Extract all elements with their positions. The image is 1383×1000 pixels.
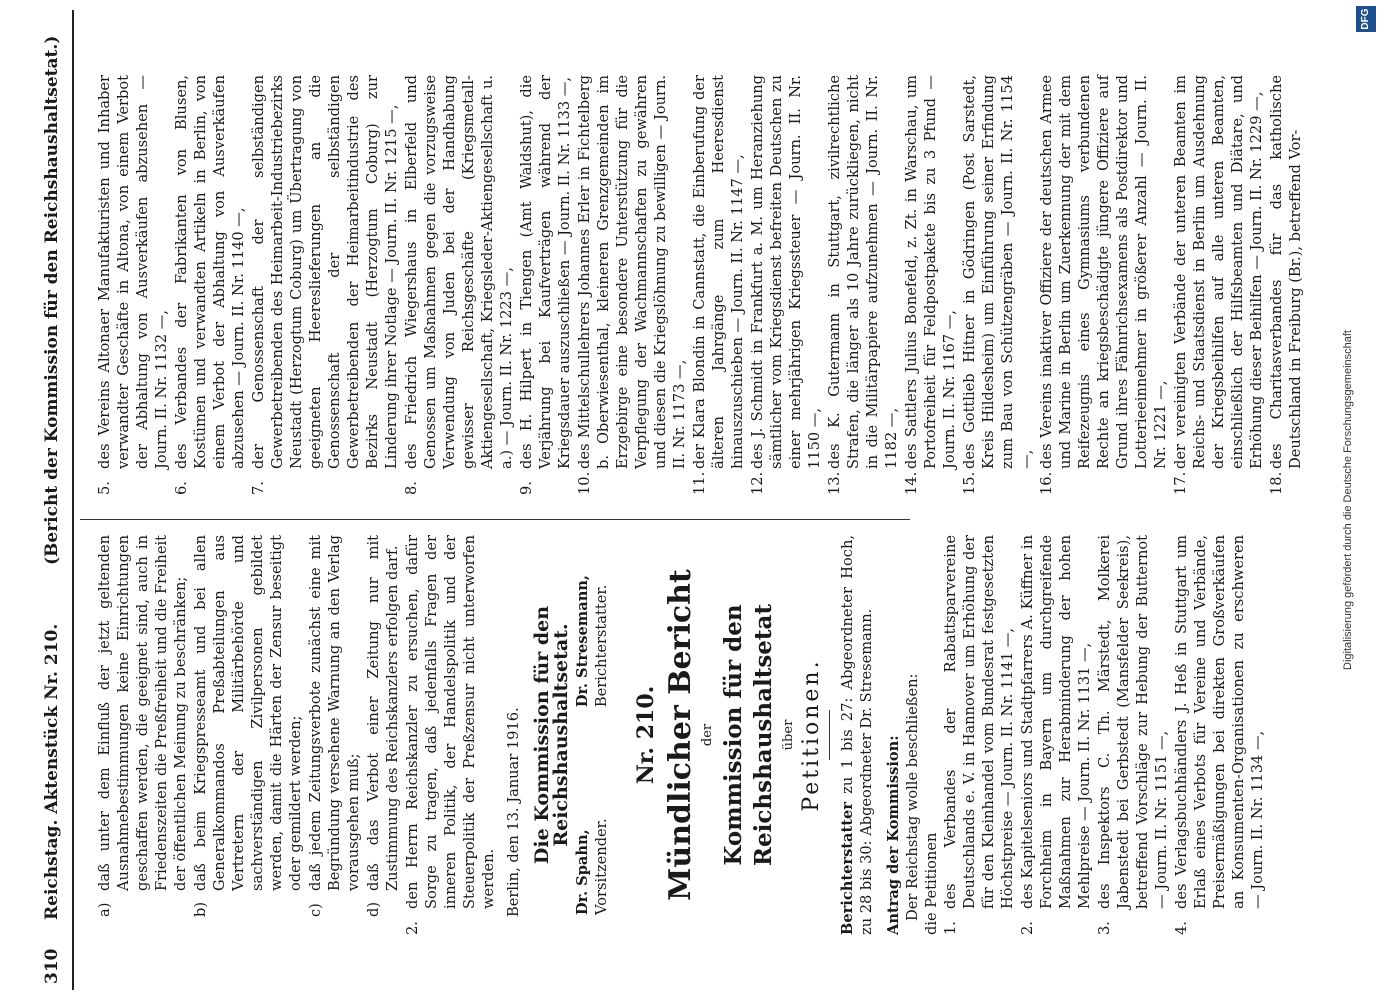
list-item: 7. der Genossenschaft der selbständigen Gewerbetreibenden des Heimarbeit-Industriebezirks Neustadt (Herzogtum Coburg) um Übertragung von geeigneten Heereslieferungen an die Genossenschaft der selbständigen Gewerbetreibenden der Heimarbeitindustrie des Bezirks Neustadt (Herzogtum Coburg) zur Linderung ihrer Notlage — Journ. II. Nr. 1215 —, bbox=[250, 75, 400, 495]
signatures bbox=[573, 535, 611, 935]
list-item: 5. des Vereins Altonaer Manufakturisten und Inhaber verwandter Geschäfte in Altona, von einem Verbot der Abhaltung von Ausverkäufen abzusehen — Journ. II. Nr. 1132 —, bbox=[96, 75, 170, 495]
report-subtitle: Kommission für den Reichshaushaltsetat bbox=[720, 603, 777, 867]
list-item: 17. der vereinigten Verbände der unteren Beamten im Reichs- und Staatsdienst in Berlin um Ausdehnung der Kriegsbeihilfen auf alle unteren Beamten, einschließlich der Hilfsbeamten und Diätare, und Erhöhung dieser Beihilfen — Journ. II. Nr. 1229 —, bbox=[1172, 75, 1265, 495]
right-column bbox=[95, 75, 1306, 495]
date-line: Berlin, den 13. Januar 1916. bbox=[505, 707, 522, 917]
list-item: 13. des K. Gutermann in Stuttgart, zivilrechtliche Strafen, die länger als 10 Jahre zurückliegen, nicht in die Militärpapiere aufzunehmen — Journ. II. Nr. 1182 —, bbox=[826, 75, 900, 495]
list-item: 2. des Kapitelseniors und Stadtpfarrers A. Küffner in Forchheim in Bayern um durchgreifende Maßnahmen zur Herabminderung der hohen Mehlpreise — Journ. II. Nr. 1131 —, bbox=[1019, 535, 1093, 935]
report-title: Mündlicher Bericht bbox=[663, 569, 698, 901]
list-item: 8. des Friedrich Wiegershaus in Elberfeld und Genossen um Maßnahmen gegen die vorzugsweise Verwendung von Juden bei der Handhabung gewisser Reichsgeschäfte (Kriegsmetall-Aktiengesellschaft, Kriegsleder-Aktiengesellschaft u. a.) — Journ. II. Nr. 1223 —, bbox=[403, 75, 515, 495]
digitization-note: Digitalisierung gefördert durch die Deutsche Forschungsgemeinschaft bbox=[1342, 330, 1354, 670]
list-item: 11. der Klara Blondin in Cannstatt, die Einberufung der älteren Jahrgänge zum Heeresdienst hinauszuschieben — Journ. II. Nr. 1147 —, bbox=[691, 75, 746, 495]
list-item: 15. des Gottlieb Hitner in Gödringen (Post Sarstedt, Kreis Hildesheim) um Einführung seiner Erfindung zum Bau von Schützengräben — Journ. II. Nr. 1154 —, bbox=[961, 75, 1035, 495]
commission-title: Die Kommission für den Reichshaushaltsetat. bbox=[531, 605, 572, 865]
list-item: 12. des J. Schmidt in Frankfurt a. M. um Heranziehung sämtlicher vom Kriegsdienst befreiten Deutschen zu einer mehrjährigen Kriegssteuer — Journ. II. Nr. 1150 —, bbox=[749, 75, 823, 495]
antrag-line: die Petitionen bbox=[923, 832, 940, 935]
column-divider bbox=[80, 519, 910, 520]
list-item: 9. des H. Hilpert in Tiengen (Amt Waldshut), die Verjährung bei Kaufverträgen während der Kriegsdauer auszuschließen — Journ. II. Nr. 1133 —, bbox=[518, 75, 573, 495]
signature-chair: Dr. Spahn, Vorsitzender. bbox=[574, 818, 610, 915]
list-item: 10. des Mittelschullehrers Johannes Erler in Fichtelberg b. Oberwiesenthal, kleineren Grenzgemeinden im Erzgebirge eine besondere Unterstützung für die Verpflegung der Wachmannschaften zu gewähren und diesen die Kriegslöhnung zu bewilligen — Journ. II. Nr. 1173 —, bbox=[576, 75, 688, 495]
berichterstatter: Berichterstatter zu 1 bis 27: Abgeordneter Hoch, zu 28 bis 30: Abgeordneter Dr. Stresemann. bbox=[839, 535, 875, 935]
list-item: 6. des Verbandes der Fabrikanten von Blusen, Kostümen und verwandten Artikeln in Berlin, von einem Verbot der Abhaltung von Ausverkäufen abzusehen — Journ. II. Nr. 1140 —, bbox=[173, 75, 247, 495]
report-ueber: über bbox=[781, 719, 796, 751]
divider bbox=[829, 710, 830, 760]
report-der: der bbox=[700, 723, 715, 747]
list-item: 16. des Vereins inaktiver Offiziere der deutschen Armee und Marine in Berlin um Zuerkennung der mit dem Reifezeugnis eines Gymnasiums verbundenen Rechte an kriegsbeschädigte jüngere Offiziere auf Grund ihres Fähnrichsexamens als Postdirektor und Lotterieeinnehmer in größerer Anzahl — Journ. II. Nr. 1221 —, bbox=[1038, 75, 1169, 495]
page-number: 310 bbox=[42, 948, 62, 984]
list-item: 14. des Sattlers Julius Bonefeld, z. Zt. in Warschau, um Portofreiheit für Feldpostpakete bis zu 3 Pfund — Journ. II. Nr. 1167 —, bbox=[903, 75, 958, 495]
dfg-logo: DFG bbox=[1356, 6, 1376, 32]
antrag-title: Antrag der Kommission: bbox=[885, 735, 902, 935]
antrag-line: Der Reichstag wolle beschließen: bbox=[904, 673, 921, 921]
report-petitionen: Petitionen. bbox=[799, 658, 824, 812]
list-item: 4. des Verlagsbuchhändlers J. Heß in Stuttgart um Erlaß eines Verbots für Vereine und Verbände, Preisermäßigungen bei direkten Großverkäufen an Konsumenten-Organisationen zu erschweren — Journ. II. Nr. 1134 —, bbox=[1173, 535, 1266, 935]
list-item: 3. des Inspektors C. Th. Märstedt, Molkerei Jabenstedt bei Gerbstedt (Mansfelder Seekreis), betreffend Vorschläge zur Hebung der Butternot — Journ. II. Nr. 1151 —, bbox=[1096, 535, 1170, 935]
list-item: c) daß jedem Zeitungsverbote zunächst eine mit Begründung versehene Warnung an den Verlag vorausgehen muß; bbox=[307, 535, 362, 917]
list-item: d) daß das Verbot einer Zeitung nur mit Zustimmung des Reichskanzlers erfolgen darf. bbox=[365, 535, 401, 917]
header-subtitle: (Bericht der Kommission für den Reichshaushaltsetat.) bbox=[42, 35, 62, 565]
list-item: 2. den Herrn Reichskanzler zu ersuchen, dafür Sorge zu tragen, daß jedenfalls Fragen der inneren Politik, der Handelspolitik und der Steuerpolitik der Preßzensur nicht unterworfen werden. bbox=[404, 535, 497, 935]
header-title: Reichstag. Aktenstück Nr. 210. bbox=[42, 623, 62, 920]
left-column bbox=[95, 535, 1268, 935]
page-header bbox=[12, 10, 74, 990]
list-item: 18. des Charitasverbandes für das katholische Deutschland in Freiburg (Br.), betreffend Vor- bbox=[1268, 75, 1304, 495]
list-item: b) daß beim Kriegspresseamt und bei allen Generalkommandos Preßabteilungen aus Vertretern der Militärbehörde und sachverständigen Zivilpersonen gebildet werden, damit die Härten der Zensur beseitigt oder gemildert werden; bbox=[192, 535, 304, 917]
report-number: Nr. 210. bbox=[633, 685, 659, 785]
list-item: a) daß unter dem Einfluß der jetzt geltenden Ausnahmebestimmungen keine Einrichtungen geschaffen werden, die geeignet sind, auch in Friedenszeiten die Preßfreiheit und die Freiheit der öffentlichen Meinung zu beschränken; bbox=[96, 535, 189, 917]
signature-rapporteur: Dr. Stresemann, Berichterstatter. bbox=[574, 575, 610, 708]
list-item: 1. des Verbandes der Rabattsparvereine Deutschlands e. V. in Hannover um Erhöhung der für den Kleinhandel vom Bundesrat festgesetzten Höchstpreise — Journ. II. Nr. 1141 —, bbox=[942, 535, 1016, 935]
resolution-subitems bbox=[95, 535, 402, 935]
